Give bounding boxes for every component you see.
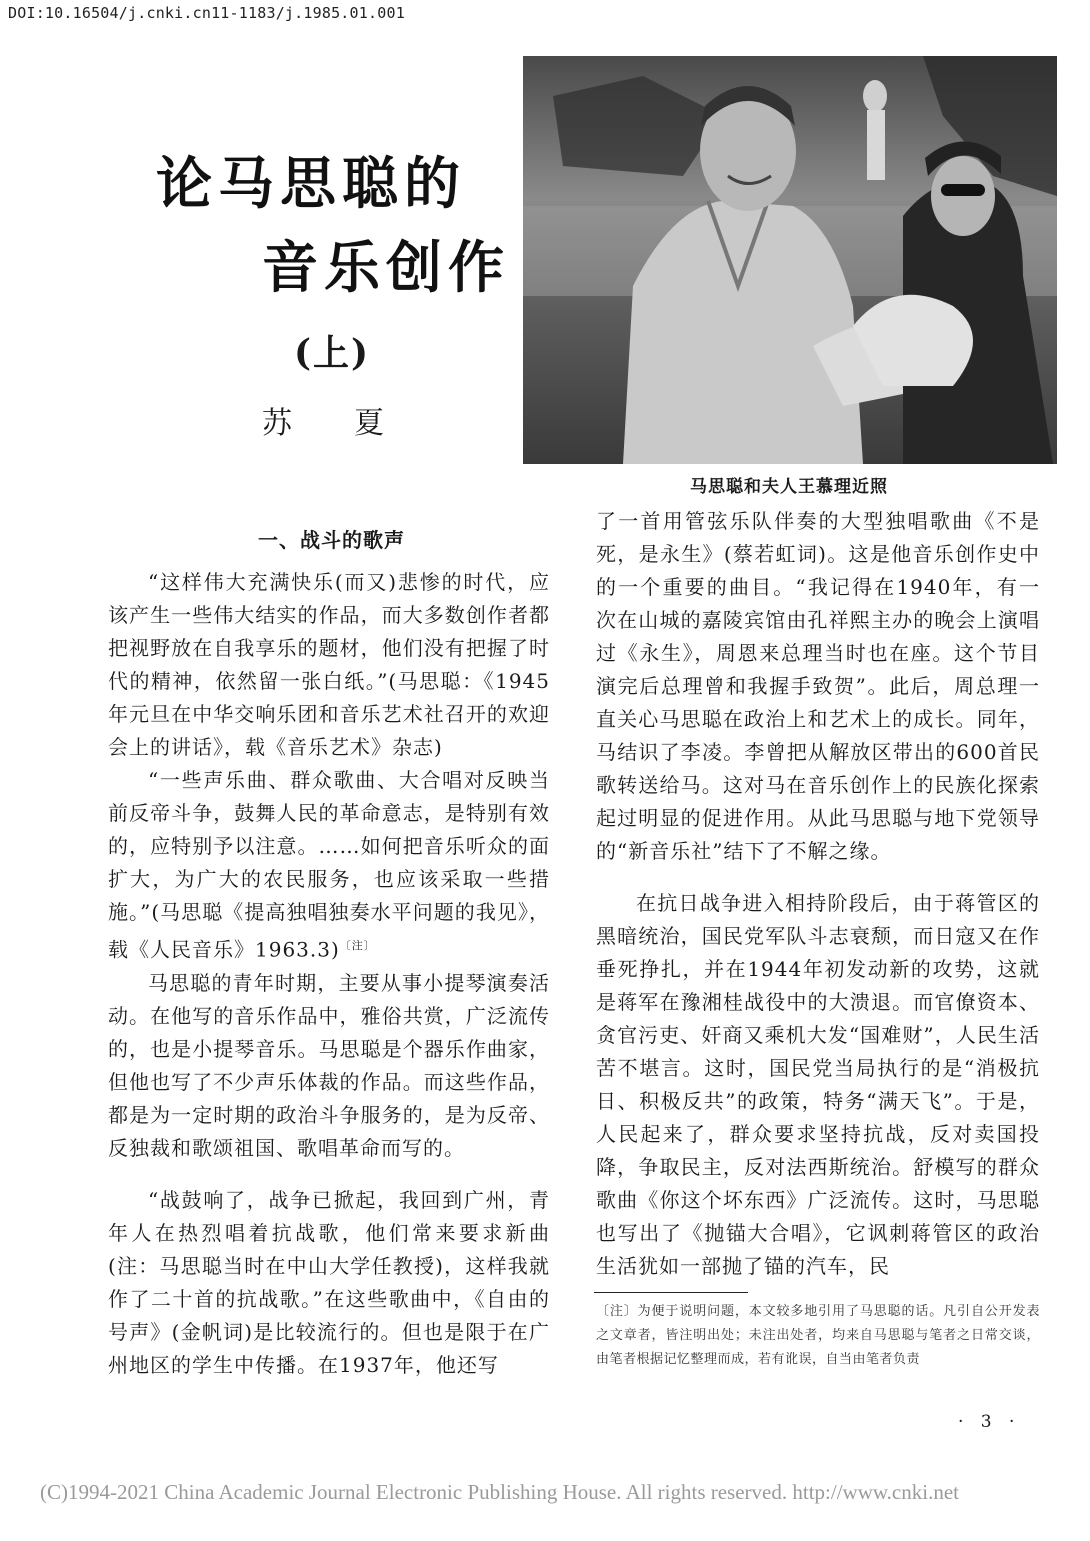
article-part-label: (上) [294, 332, 371, 374]
author-char-1: 苏 [262, 406, 294, 441]
footnote-divider [594, 1292, 748, 1293]
paragraph-quote-1: “这样伟大充满快乐(而又)悲惨的时代，应该产生一些伟大结实的作品，而大多数创作者都把视野放在自我享乐的题材，他们没有把握了时代的精神，依然留一张白纸。”(马思聪：《1945年元旦在中华交响乐团和音乐艺术社召开的欢迎会上的讲话》，载《音乐艺术》杂志) [108, 570, 550, 759]
photo-background-figure [863, 80, 887, 112]
paragraph-continuation: 了一首用管弦乐队伴奏的大型独唱歌曲《不是死，是永生》(蔡若虹词)。这是他音乐创作史中的一个重要的曲目。“我记得在1940年，有一次在山城的嘉陵宾馆由孔祥熙主办的晚会上演唱过《永生》，周恩来总理当时也在座。这个节目演完后总理曾和我握手致贺”。此后，周总理一直关心马思聪在政治上和艺术上的成长。同年，马结识了李凌。李曾把从解放区带出的600首民歌转送给马。这对马在音乐创作上的民族化探索起过明显的促进作用。从此马思聪与地下党领导的“新音乐社”结下了不解之缘。 [596, 509, 1040, 863]
author-char-2: 夏 [354, 406, 386, 441]
article-title-line2: 音乐创作 [262, 236, 510, 301]
photo-caption: 马思聪和夫人王慕理近照 [690, 477, 888, 497]
note-reference: 〔注〕 [339, 939, 376, 952]
body-column-right [596, 505, 1040, 1283]
photo-background-figure-body [867, 110, 885, 180]
paragraph-war-period: 在抗日战争进入相持阶段后，由于蒋管区的黑暗统治，国民党军队斗志衰颓，而日寇又在作垂死挣扎，并在1944年初发动新的攻势，这就是蒋军在豫湘桂战役中的大溃退。而官僚资本、贪官污吏、奸商又乘机大发“国难财”，人民生活苦不堪言。这时，国民党当局执行的是“消极抗日、积极反共”的政策，特务“满天飞”。于是，人民起来了，群众要求坚持抗战，反对卖国投降，争取民主，反对法西斯统治。舒模写的群众歌曲《你这个坏东西》广泛流传。这时，马思聪也写出了《抛锚大合唱》，它讽刺蒋管区的政治生活犹如一部抛了锚的汽车，民 [596, 891, 1040, 1278]
paragraph-youth: 马思聪的青年时期，主要从事小提琴演奏活动。在他写的音乐作品中，雅俗共赏，广泛流传的，也是小提琴音乐。马思聪是个器乐作曲家，但他也写了不少声乐体裁的作品。而这些作品，都是为一定时期的政治斗争服务的，是为反帝、反独裁和歌颂祖国、歌唱革命而写的。 [108, 970, 550, 1160]
section-heading: 一、战斗的歌声 [258, 528, 405, 552]
paragraph-quote-2 [108, 764, 550, 967]
portrait-photo [523, 56, 1057, 464]
quote-2-text: “一些声乐曲、群众歌曲、大合唱对反映当前反帝斗争，鼓舞人民的革命意志，是特别有效的，应特别予以注意。……如何把音乐听众的面扩大，为广大的农民服务，也应该采取一些措施。”(马思聪《提高独唱独奏水平问题的我见》，载《人民音乐》1963.3) [108, 768, 550, 962]
copyright-footer: (C)1994-2021 China Academic Journal Electronic Publishing House. All rights reserved. http://www.cnki.net [40, 1480, 959, 1504]
article-title-line1: 论马思聪的 [156, 152, 466, 217]
page-number: · 3 · [958, 1412, 1021, 1432]
article-author [262, 398, 386, 442]
body-column-left [108, 566, 550, 1382]
paragraph-war-songs: “战鼓响了，战争已掀起，我回到广州，青年人在热烈唱着抗战歌，他们常来要求新曲(注：马思聪当时在中山大学任教授)，这样我就作了二十首的抗战歌。”在这些歌曲中，《自由的号声》(金帆词)是比较流行的。但也是限于在广州地区的学生中传播。在1937年，他还写 [108, 1187, 550, 1377]
photo-illustration [523, 56, 1057, 464]
photo-woman-sunglasses [941, 184, 985, 196]
doi-header: DOI:10.16504/j.cnki.cn11-1183/j.1985.01.001 [8, 4, 405, 22]
footnote: 〔注〕为便于说明问题，本文较多地引用了马思聪的话。凡引自公开发表之文章者，皆注明出处；未注出处者，均来自马思聪与笔者之日常交谈，由笔者根据记忆整理而成，若有讹误，自当由笔者负责 [596, 1304, 1040, 1367]
